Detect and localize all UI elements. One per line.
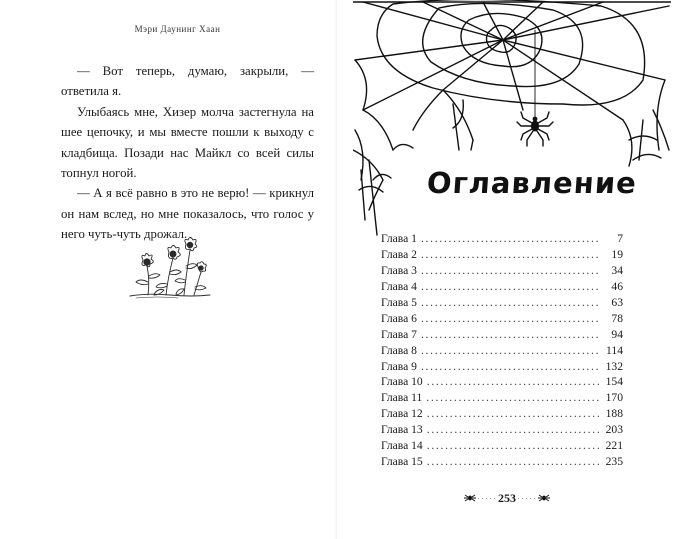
toc-page-number: 203 — [605, 423, 623, 437]
paragraph: — Вот теперь, думаю, закрыли, — ответила я. — [61, 64, 314, 99]
toc-leader-dots — [421, 263, 599, 279]
toc-row — [381, 374, 623, 390]
toc-page-number: 7 — [617, 232, 623, 245]
toc-chapter-label: Глава 14 — [381, 439, 423, 453]
right-page — [337, 0, 674, 539]
toc-row — [381, 279, 623, 295]
folio-dots: . . . . . — [478, 495, 496, 501]
toc-chapter-label: Глава 2 — [381, 247, 417, 261]
page-number: 253 — [498, 490, 516, 505]
toc-leader-dots — [421, 327, 599, 343]
toc-chapter-label: Глава 12 — [381, 407, 423, 421]
toc-page-number: 19 — [611, 247, 623, 261]
toc-page-number: 78 — [611, 311, 623, 325]
running-head: Мэри Даунинг Хаан — [134, 24, 221, 34]
toc-row — [381, 422, 623, 438]
toc-page-number: 188 — [605, 407, 623, 421]
toc-row — [381, 263, 623, 279]
toc-page-number: 114 — [606, 343, 623, 357]
toc-leader-dots — [427, 374, 599, 390]
spiderweb-icon — [353, 0, 671, 250]
toc-row — [381, 247, 623, 263]
toc-chapter-label: Глава 11 — [381, 391, 423, 405]
paragraph: Улыбаясь мне, Хизер молча застегнула на шее цепочку, и мы вместе пошли к выходу с кладбища. Позади нас Майкл со всей силы топнул ногой. — [61, 104, 314, 181]
toc-row — [381, 343, 623, 359]
toc-leader-dots — [427, 454, 599, 470]
toc-page-number: 170 — [605, 391, 623, 405]
toc-page-number: 221 — [605, 439, 623, 453]
toc-row — [381, 311, 623, 327]
toc-chapter-label: Глава 10 — [381, 375, 423, 389]
paragraph: — А я всё равно в это не верю! — крикнул он нам вслед, но мне показалось, что голос у него чуть-чуть дрожал. — [61, 186, 314, 242]
toc-leader-dots — [421, 343, 599, 359]
toc-chapter-label: Глава 3 — [381, 263, 417, 277]
toc-leader-dots — [421, 311, 599, 327]
toc-page-number: 94 — [611, 327, 623, 341]
toc-leader-dots — [421, 295, 599, 311]
toc-leader-dots — [421, 279, 599, 295]
toc-leader-dots — [427, 422, 599, 438]
table-of-contents — [381, 231, 623, 470]
toc-page-number: 63 — [611, 295, 623, 309]
toc-chapter-label: Глава 7 — [381, 327, 417, 341]
toc-row — [381, 327, 623, 343]
toc-row — [381, 406, 623, 422]
toc-leader-dots — [421, 231, 599, 247]
toc-page-number: 235 — [605, 455, 623, 469]
toc-chapter-label: Глава 13 — [381, 423, 423, 437]
toc-page-number: 132 — [605, 359, 623, 373]
toc-title: Оглавление — [425, 166, 639, 200]
toc-chapter-label: Глава 1 — [381, 232, 417, 245]
toc-row — [381, 454, 623, 470]
toc-chapter-label: Глава 15 — [381, 455, 423, 469]
toc-leader-dots — [421, 247, 599, 263]
toc-row — [381, 295, 623, 311]
toc-row — [381, 390, 623, 406]
body-text — [61, 61, 314, 245]
toc-chapter-label: Глава 8 — [381, 343, 417, 357]
page-folio — [437, 490, 577, 506]
toc-page-number: 46 — [611, 279, 623, 293]
toc-leader-dots — [427, 438, 599, 454]
toc-page-number: 154 — [605, 375, 623, 389]
spider-icon — [464, 493, 476, 503]
spider-icon — [538, 493, 550, 503]
toc-row — [381, 438, 623, 454]
toc-row — [381, 231, 623, 247]
toc-row — [381, 359, 623, 375]
folio-dots: . . . . . — [518, 495, 536, 501]
toc-chapter-label: Глава 5 — [381, 295, 417, 309]
toc-leader-dots — [421, 359, 599, 375]
toc-chapter-label: Глава 6 — [381, 311, 417, 325]
toc-leader-dots — [427, 406, 599, 422]
toc-page-number: 34 — [611, 263, 623, 277]
flower-sketch-icon — [128, 232, 212, 300]
toc-chapter-label: Глава 4 — [381, 279, 417, 293]
toc-chapter-label: Глава 9 — [381, 359, 417, 373]
toc-leader-dots — [426, 390, 599, 406]
